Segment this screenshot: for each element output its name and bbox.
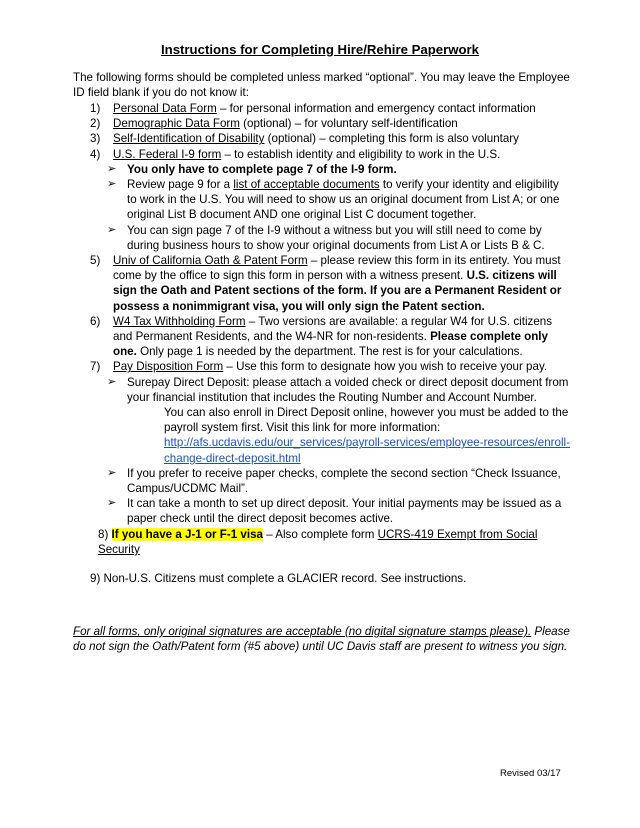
list-item-1 — [90, 101, 570, 116]
bullet-text: Review page 9 for a — [127, 178, 234, 192]
signature-note-rest: Please do not sign the Oath/Patent form (#5 above) until UC Davis staff are present to witness you sign. — [73, 625, 570, 654]
list-item-2 — [90, 116, 570, 131]
i9-sub-bullet-1 — [90, 162, 570, 177]
signature-note-underlined: For all forms, only original signatures are acceptable (no digital signature stamps please). — [73, 625, 532, 638]
arrow-bullet-icon: ➢ — [107, 466, 117, 479]
item-text: – Two versions are available: a regular W4 for U.S. citizens and Permanent Residents, and the W4-NR for non-residents. — [113, 314, 553, 344]
item-text: – Also complete form — [262, 527, 378, 541]
item-number: 8) — [98, 527, 109, 541]
signature-note — [73, 624, 573, 654]
w4-form-link[interactable]: W4 Tax Withholding Form — [113, 314, 246, 328]
direct-deposit-note — [90, 405, 570, 466]
list-item-3 — [90, 131, 570, 146]
arrow-bullet-icon: ➢ — [107, 162, 117, 175]
arrow-bullet-icon: ➢ — [107, 497, 117, 510]
bullet-text: You only have to complete page 7 of the I-9 form. — [127, 162, 397, 176]
bullet-text: You can sign page 7 of the I-9 without a witness but you will still need to come by during business hours to show your original documents from List A or Lists B & C. — [127, 223, 545, 252]
forms-list — [90, 101, 570, 586]
bullet-text: It can take a month to set up direct deposit. Your initial payments may be issued as a paper check until the direct deposit becomes active. — [127, 497, 562, 526]
list-item-7 — [90, 359, 570, 374]
i9-form-link[interactable]: U.S. Federal I-9 form — [113, 147, 222, 161]
self-identification-disability-link[interactable]: Self-Identification of Disability — [113, 132, 265, 146]
personal-data-form-link[interactable]: Personal Data Form — [113, 102, 217, 115]
item-number: 3) — [90, 132, 101, 146]
item-number: 6) — [90, 314, 101, 328]
revision-date: Revised 03/17 — [500, 768, 561, 779]
list-item-4 — [90, 147, 570, 162]
item-number: 1) — [90, 102, 101, 115]
oath-patent-form-link[interactable]: Univ of California Oath & Patent Form — [113, 254, 308, 268]
pay-sub-bullet-3 — [90, 496, 570, 526]
arrow-bullet-icon: ➢ — [107, 375, 117, 388]
item-number: 5) — [90, 254, 101, 268]
item-text-continued: Only page 1 is needed by the department. The rest is for your calculations. — [136, 345, 523, 359]
ucrs-419-form-link[interactable]: UCRS-419 Exempt from Social Security — [98, 527, 538, 556]
visa-highlight: If you have a J-1 or F-1 visa — [111, 527, 263, 541]
bullet-text-continued: to verify your identity and eligibility to work in the U.S. You will need to show us an original document from List A; or one original List B document AND one original List C document together. — [127, 178, 560, 222]
list-item-9: 9) Non-U.S. Citizens must complete a GLACIER record. See instructions. — [90, 572, 467, 586]
list-item-8 — [90, 527, 570, 557]
note-text: You can also enroll in Direct Deposit online, however you must be added to the payroll system first. Visit this link for more information: — [164, 406, 569, 435]
demographic-data-form-link[interactable]: Demographic Data Form — [113, 117, 240, 131]
bullet-text: If you prefer to receive paper checks, complete the second section “Check Issuance, Campus/UCDMC Mail”. — [127, 466, 561, 496]
item-text: – Use this form to designate how you wish to receive your pay. — [223, 360, 548, 374]
item-text: (optional) – for voluntary self-identification — [239, 117, 458, 131]
pay-sub-bullet-1 — [90, 375, 570, 405]
item-text: – for personal information and emergency contact information — [216, 102, 536, 115]
i9-sub-bullet-2 — [90, 177, 570, 223]
intro-paragraph: The following forms should be completed unless marked “optional”. You may leave the Employee ID field blank if you do not know it: — [73, 71, 570, 100]
pay-sub-bullet-2 — [90, 466, 570, 496]
item-text: – to establish identity and eligibility to work in the U.S. — [221, 147, 501, 161]
list-item-6 — [90, 314, 570, 360]
bullet-text: Surepay Direct Deposit: please attach a voided check or direct deposit document from your financial institution that includes the Routing Number and Account Number. — [127, 375, 569, 404]
item-number: 7) — [90, 360, 101, 374]
i9-sub-bullet-3 — [90, 223, 570, 253]
direct-deposit-url-link[interactable]: http://afs.ucdavis.edu/our_services/payroll-services/employee-resources/enroll-change-direct-deposit.html — [164, 436, 570, 465]
item-bold-text: U.S. citizens will sign the Oath and Patent sections of the form. If you are a Permanent Resident or possess a nonimmigrant visa, you will only sign the Patent section. — [113, 269, 562, 313]
item-number: 2) — [90, 117, 101, 131]
list-item-5 — [90, 253, 570, 314]
pay-disposition-form-link[interactable]: Pay Disposition Form — [113, 360, 224, 374]
item-text: (optional) – completing this form is also voluntary — [264, 132, 519, 146]
arrow-bullet-icon: ➢ — [107, 223, 117, 236]
acceptable-documents-link[interactable]: list of acceptable documents — [233, 178, 380, 192]
item-text: – please review this form in its entirety. You must come by the office to sign this form in person with a witness present. — [113, 254, 561, 283]
item-bold-text: Please complete only one. — [113, 330, 548, 359]
page-title: Instructions for Completing Hire/Rehire Paperwork — [160, 42, 480, 57]
arrow-bullet-icon: ➢ — [107, 178, 117, 191]
item-number: 4) — [90, 147, 101, 161]
